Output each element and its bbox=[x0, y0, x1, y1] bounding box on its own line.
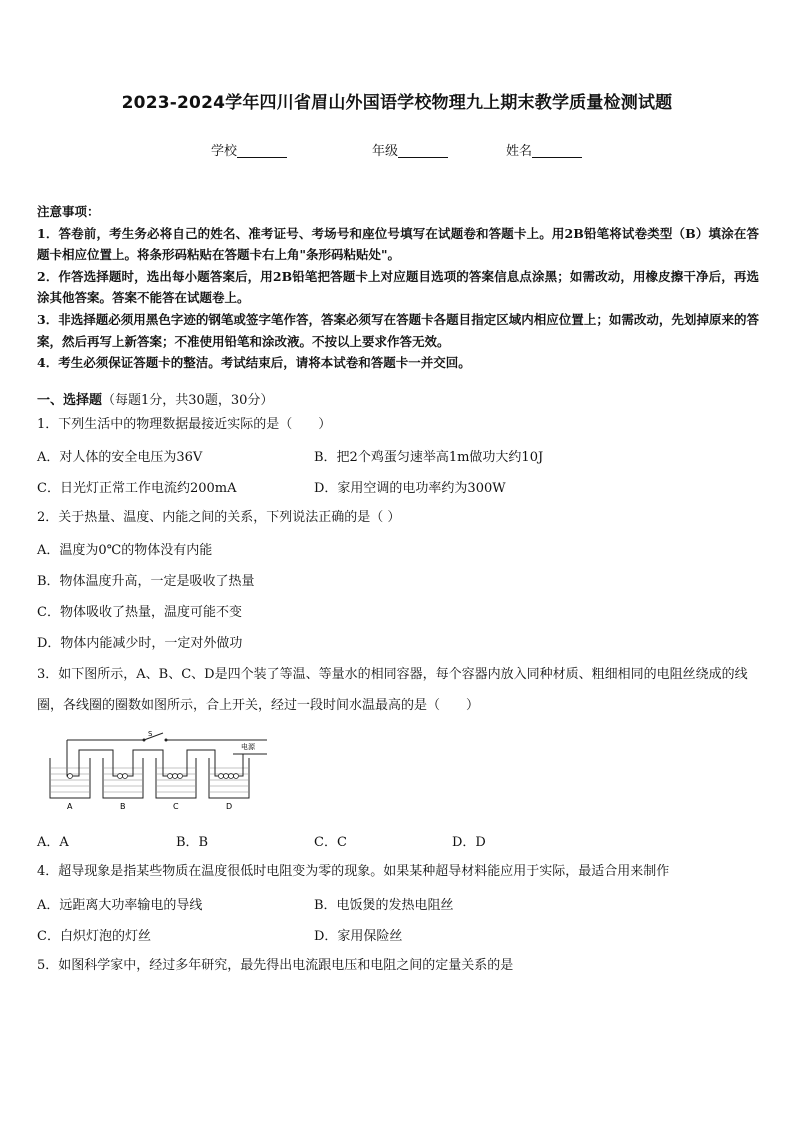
question-1-stem: 1．下列生活中的物理数据最接近实际的是（ ） bbox=[37, 417, 332, 432]
notice-item: 2．作答选择题时，选出每小题答案后，用2B铅笔把答题卡上对应题目选项的答案信息点涂黑；如需改动，用橡皮擦干净后，再选涂其他答案。答案不能答在试题卷上。 bbox=[37, 268, 759, 306]
notice-section bbox=[37, 201, 759, 374]
question-4-stem: 4．超导现象是指某些物质在温度很低时电阻变为零的现象。如果某种超导材料能应用于实际，最适合用来制作 bbox=[37, 864, 670, 879]
exam-title: 2023-2024学年四川省眉山外国语学校物理九上期末教学质量检测试题 bbox=[121, 93, 673, 113]
container-c bbox=[156, 758, 196, 811]
question-2-stem: 2．关于热量、温度、内能之间的关系，下列说法正确的是（ ） bbox=[37, 510, 401, 525]
school-blank[interactable] bbox=[237, 143, 287, 158]
notice-heading: 注意事项： bbox=[37, 204, 100, 219]
question-5-stem: 5．如图科学家中，经过多年研究，最先得出电流跟电压和电阻之间的定量关系的是 bbox=[37, 958, 514, 973]
question-3-option-d[interactable]: D．D bbox=[452, 835, 486, 850]
svg-text:D: D bbox=[226, 802, 233, 811]
question-3-option-c[interactable]: C．C bbox=[314, 835, 347, 850]
notice-item: 3．非选择题必须用黑色字迹的钢笔或签字笔作答，答案必须写在答题卡各题目指定区域内相应位置上；如需改动，先划掉原来的答案，然后再写上新答案；不准使用铅笔和涂改液。不按以上要求作答无效。 bbox=[37, 311, 759, 349]
question-1-option-c[interactable]: C．日光灯正常工作电流约200mA bbox=[37, 481, 237, 496]
svg-text:C: C bbox=[173, 802, 179, 811]
container-b bbox=[103, 758, 143, 811]
coil-wire bbox=[67, 750, 243, 776]
section-note: （每题1分，共30题，30分） bbox=[102, 393, 274, 408]
question-3-option-b[interactable]: B．B bbox=[176, 835, 209, 850]
question-3-option-a[interactable]: A．A bbox=[37, 835, 69, 850]
school-label: 学校 bbox=[211, 144, 238, 159]
question-2-option-c[interactable]: C．物体吸收了热量，温度可能不变 bbox=[37, 605, 242, 620]
notice-item: 4．考生必须保证答题卡的整洁。考试结束后，请将本试卷和答题卡一并交回。 bbox=[37, 355, 471, 371]
question-3-stem: 3．如下图所示，A、B、C、D是四个装了等温、等量水的相同容器，每个容器内放入同种材质、粗细相同的电阻丝绕成的线圈，各线圈的圈数如图所示，合上开关，经过一段时间水温最高的是（ ） bbox=[37, 667, 748, 713]
question-4-option-d[interactable]: D．家用保险丝 bbox=[314, 929, 403, 944]
svg-text:B: B bbox=[120, 802, 126, 811]
question-2-option-d[interactable]: D．物体内能减少时，一定对外做功 bbox=[37, 636, 243, 651]
student-info-row bbox=[0, 140, 794, 160]
question-4-option-a[interactable]: A．远距离大功率输电的导线 bbox=[37, 898, 203, 913]
svg-text:A: A bbox=[67, 802, 73, 811]
question-1-option-d[interactable]: D．家用空调的电功率约为300W bbox=[314, 481, 506, 496]
name-blank[interactable] bbox=[532, 143, 582, 158]
section-title: 一、选择题 bbox=[37, 393, 103, 408]
school-field bbox=[211, 140, 287, 159]
switch-lever bbox=[144, 733, 163, 740]
circuit-figure bbox=[45, 730, 275, 812]
question-1-option-b[interactable]: B．把2个鸡蛋匀速举高1m做功大约10J bbox=[314, 450, 544, 465]
name-field bbox=[506, 140, 582, 159]
notice-item: 1．答卷前，考生务必将自己的姓名、准考证号、考场号和座位号填写在试题卷和答题卡上。用2B铅笔将试卷类型（B）填涂在答题卡相应位置上。将条形码粘贴在答题卡右上角"条形码粘贴处"。 bbox=[37, 225, 759, 263]
power-label: 电源 bbox=[241, 743, 255, 751]
grade-field bbox=[372, 140, 448, 159]
question-2-option-a[interactable]: A．温度为0℃的物体没有内能 bbox=[37, 543, 213, 558]
grade-label: 年级 bbox=[372, 144, 399, 159]
name-label: 姓名 bbox=[506, 144, 533, 159]
question-4-option-b[interactable]: B．电饭煲的发热电阻丝 bbox=[314, 898, 454, 913]
section-heading bbox=[37, 389, 273, 408]
container-a bbox=[50, 758, 90, 811]
question-2-option-b[interactable]: B．物体温度升高，一定是吸收了热量 bbox=[37, 574, 255, 589]
question-1-option-a[interactable]: A．对人体的安全电压为36V bbox=[37, 450, 203, 465]
question-4-option-c[interactable]: C．白炽灯泡的灯丝 bbox=[37, 929, 151, 944]
switch-label: S bbox=[148, 730, 153, 738]
grade-blank[interactable] bbox=[398, 143, 448, 158]
